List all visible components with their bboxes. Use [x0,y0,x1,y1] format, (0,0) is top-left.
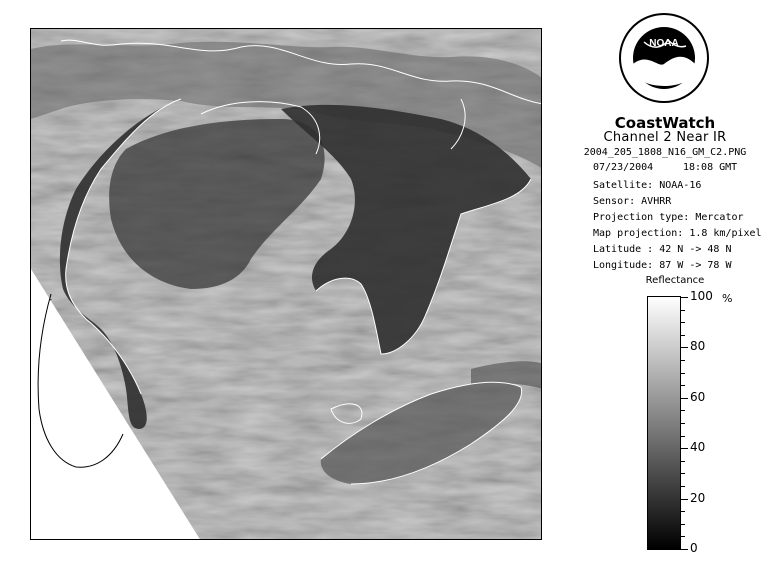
filename: 2004_205_1808_N16_GM_C2.PNG [583,147,747,158]
colorbar-tick [681,385,685,386]
colorbar-tick [681,310,685,311]
colorbar-tick-label: 80 [690,339,706,354]
colorbar-tick [681,499,688,500]
colorbar-tick [681,524,685,525]
noaa-logo [618,12,710,104]
colorbar-tick [681,360,685,361]
colorbar-tick-label: 60 [690,389,706,404]
legend-title: Reflectance [645,275,705,286]
colorbar-tick [681,423,685,424]
brand-title: CoastWatch [614,114,716,132]
sensor: Sensor: AVHRR [593,196,672,207]
colorbar-tick-label: 20 [690,490,706,505]
time: 18:08 GMT [683,162,738,173]
colorbar-tick [681,398,688,399]
colorbar-tick [681,486,685,487]
colorbar-tick [681,511,685,512]
colorbar-tick [681,473,685,474]
colorbar-tick [681,347,688,348]
colorbar-tick [681,448,688,449]
colorbar-tick [681,549,688,550]
colorbar-tick [681,536,685,537]
colorbar-tick [681,373,685,374]
colorbar-tick [681,335,685,336]
reflectance-colorbar [647,296,681,550]
projection-type: Projection type: Mercator [593,212,744,223]
colorbar-tick [681,297,688,298]
colorbar-tick [681,461,685,462]
logo-text: NOAA [649,38,679,49]
colorbar-tick-label: 100 [690,289,713,303]
date: 07/23/2004 [593,162,654,173]
legend-unit: % [722,292,733,305]
satellite-map [30,28,542,540]
map-image [31,29,542,540]
map-projection: Map projection: 1.8 km/pixel [593,228,762,239]
colorbar-tick [681,410,685,411]
channel-title: Channel 2 Near IR [603,130,727,145]
colorbar-tick-label: 40 [690,440,706,455]
colorbar-tick-label: 0 [690,541,698,555]
longitude: Longitude: 87 W -> 78 W [593,260,732,271]
latitude: Latitude : 42 N -> 48 N [593,244,732,255]
colorbar-tick [681,436,685,437]
colorbar-tick [681,322,685,323]
satellite: Satellite: NOAA-16 [593,180,702,191]
